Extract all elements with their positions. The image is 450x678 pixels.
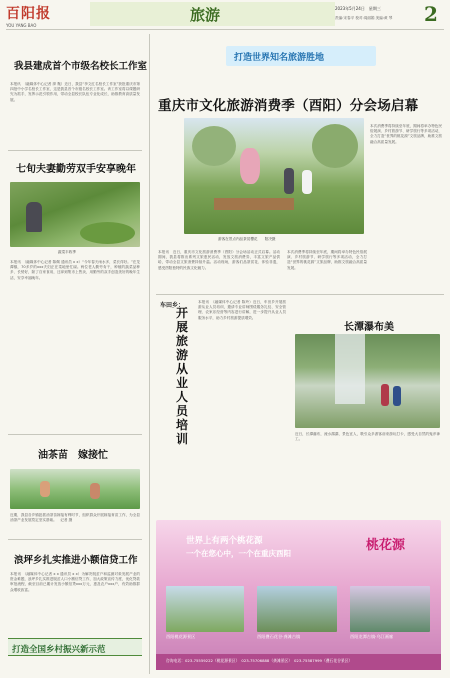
- page-number: 2: [424, 2, 438, 26]
- article4-body: 本报讯 （融媒体中心记者 x x 通讯员 x x）为解决脱贫户和监测对象发展产业的资金难题，浪坪乡扎实推进脱贫人口小额信贷工作，加大政策宣传力度，优化贷款审批流程，截至目前已累计发放小额信贷xxx万元，惠及农户xxx户，有效助推群众增收致富。: [10, 572, 140, 592]
- logo-pinyin: YOU YANG BAO: [6, 23, 37, 28]
- falls-photo: [295, 334, 440, 428]
- sub-title-vertical: 开展旅游从业人员培训: [176, 306, 189, 446]
- tree-shape: [312, 124, 358, 168]
- farmer-figure: [26, 202, 42, 232]
- ad-photo: [350, 586, 430, 632]
- ad-brand: 桃花源: [366, 538, 406, 553]
- section-band: [90, 2, 335, 26]
- tourism-advertisement: [156, 520, 441, 670]
- section-title: 旅游: [190, 6, 221, 24]
- ad-photo: [166, 586, 244, 632]
- article1-body: 本报讯 （融媒体中心记者 廖 胤）近日，我县“李文红名校长工作室”获批重庆市第四批中小学名校长工作室，这是我县首个市级名校长工作室。该工作室将以课题研究为抓手，发挥示范引领作用，带动全县校长队伍专业化成长，助推教育高质量发展。: [10, 82, 140, 102]
- visitor-figure: [381, 384, 389, 406]
- vegetable-patch: [80, 222, 135, 244]
- tree-shape: [192, 126, 236, 166]
- divider: [8, 150, 142, 151]
- waterfall: [335, 334, 365, 404]
- falls-caption: 近日，长潭瀑布，流水潺潺，景色宜人，吸引众多游客前来游玩打卡，感受大自然的鬼斧神工。: [295, 432, 440, 442]
- column-divider: [149, 34, 150, 674]
- divider: [8, 434, 142, 435]
- ad-photo: [257, 586, 337, 632]
- visitor-figure: [302, 170, 312, 194]
- article3-caption: 近期，我县各乡镇抢抓油茶苗嫁接有利时节，组织群众开展嫁接育苗工作，为全县油茶产业发展奠定坚实基础。 记者 摄: [10, 513, 140, 523]
- lead-body: 本报讯 近日，重庆市文化旅游消费季（酉阳）分会场活动正式启幕。活动期间，我县将推出系列文旅惠民活动，发放文旅消费券，丰富文旅产品供给，带动全县文旅消费持续升温。活动现场，游客们品茶赏花、体验非遗，感受酉阳独特的民族文化魅力。: [158, 250, 280, 270]
- logo-text: 百阳报: [6, 6, 51, 22]
- ad-line2: 一个在您心中，一个在重庆酉阳: [186, 549, 291, 558]
- left-bottom-banner-text: 打造全国乡村振兴新示范: [12, 645, 106, 655]
- visitor-figure: [393, 386, 401, 406]
- editors-line: 责编:宋春平 校对:周丽娟 美编:黄 琴: [335, 16, 393, 20]
- main-headline: 重庆市文化旅游消费季（酉阳）分会场启幕: [158, 98, 419, 114]
- header-rule: [6, 29, 444, 30]
- lead-body-continued: 本次消费季将持续至年底，期间将举办特色民俗展演、乡村旅游节、研学旅行等多项活动，全力打造“世界的桃花源”文旅品牌，助推文旅融合高质量发展。: [287, 250, 367, 270]
- sub-label: 车田乡：: [160, 302, 185, 309]
- ad-spot-label: 酉阳桃花源景区: [166, 634, 196, 639]
- ad-spot-label: 酉阳叠石花谷·龚滩古镇: [257, 634, 301, 639]
- divider: [156, 294, 444, 295]
- ad-contact-bar: [156, 654, 441, 670]
- article1-title: 我县建成首个市级名校长工作室: [14, 61, 148, 72]
- article2-body: 本报讯 （融媒体中心记者 陈佩 通讯员 x x）“今年春天雨水多，菜长得好。”在龙潭镇，70多岁的xxx夫妇正在菜地里忙碌。两位老人勤劳肯干，种植的蔬菜品种多、长势好，除了自家食用，还拿到集市上售卖，用勤劳的双手创造美好的晚年生活，安享幸福晚年。: [10, 260, 140, 280]
- article2-title: 七旬夫妻勤劳双手安享晚年: [16, 164, 136, 175]
- article4-title: 浪坪乡扎实推进小额信贷工作: [14, 555, 138, 566]
- masthead-logo: [6, 3, 66, 28]
- issue-date: 2023年5月24日 星期三: [335, 6, 381, 11]
- headline-photo-caption: 游客在景点内品茶赏樱花 阳决摄: [218, 237, 276, 241]
- headline-photo: [184, 118, 364, 234]
- visitor-figure: [284, 168, 294, 194]
- right-column-body: 本次消费季将持续至年底，期间将举办特色民俗展演、乡村旅游节、研学旅行等多项活动，全力打造“世界的桃花源”文旅品牌，助推文旅融合高质量发展。: [370, 124, 442, 144]
- article2-caption: 蔬菜丰收季: [58, 250, 76, 254]
- falls-title: 长潭瀑布美: [344, 322, 394, 333]
- ad-contacts: 咨询电话：023-75559222（桃花源景区） 023-75706888（龚滩景区） 023-75587999（叠石花谷景区）: [166, 658, 353, 663]
- flower-display: [240, 148, 260, 184]
- article3-title: 油茶苗 嫁接忙: [38, 450, 108, 461]
- article3-photo: [10, 469, 140, 509]
- sub-body: 本报讯 （融媒体中心记者 陈玲）近日，车田乡开展旅游从业人员培训，邀请专业讲师围绕服务礼仪、安全管理、农家乐经营等内容进行讲解，进一步提升从业人员服务水平，助力乡村旅游提质增效。: [198, 300, 286, 320]
- top-banner: [226, 46, 376, 66]
- divider: [8, 539, 142, 540]
- tea-table: [214, 198, 294, 210]
- worker-figure: [40, 481, 50, 497]
- left-column: [0, 32, 148, 678]
- worker-figure: [90, 483, 100, 499]
- left-bottom-banner: [8, 638, 142, 656]
- top-banner-text: 打造世界知名旅游胜地: [234, 53, 325, 63]
- ad-spot-label: 酉阳龙潭古镇·乌江画廊: [350, 634, 394, 639]
- ad-line1: 世界上有两个桃花源: [186, 536, 263, 546]
- article2-photo: [10, 182, 140, 247]
